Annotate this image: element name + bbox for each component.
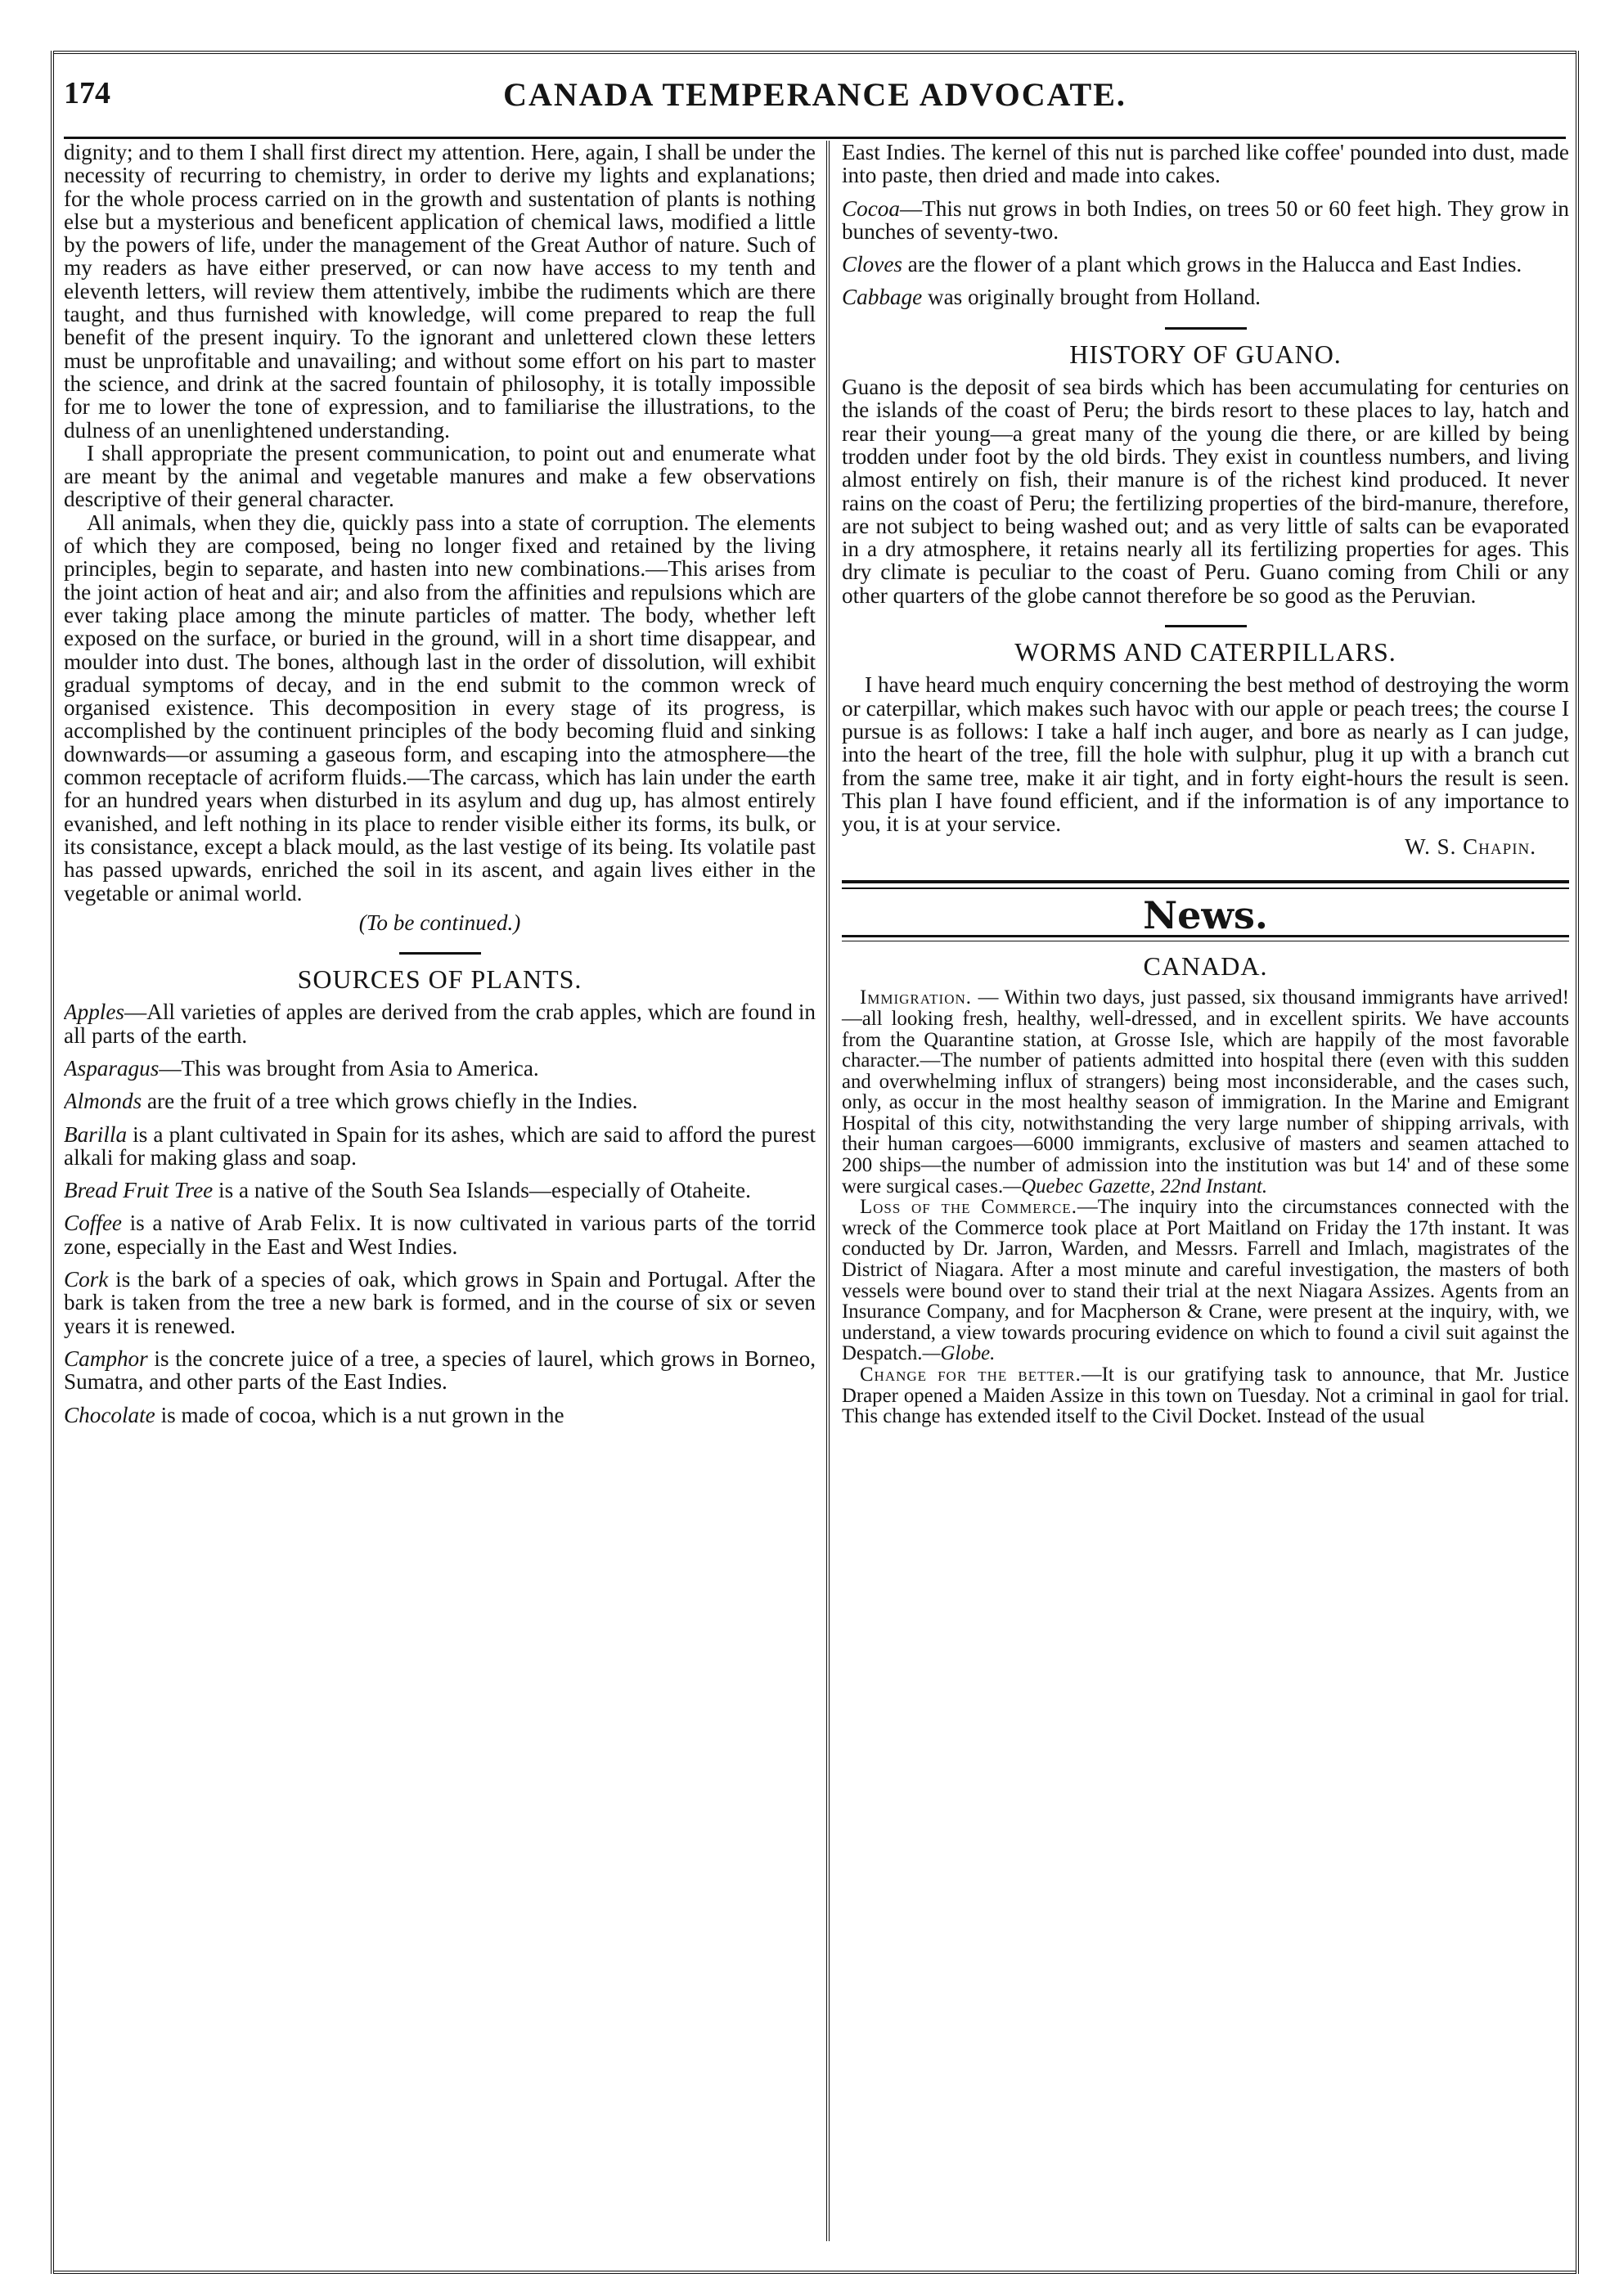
plant-name: Chocolate (64, 1402, 155, 1427)
plant-entry (842, 253, 1569, 276)
plant-list (64, 1000, 816, 1426)
plant-name: Cork (64, 1267, 109, 1292)
header-rule (64, 137, 1566, 139)
plant-name: Coffee (64, 1211, 122, 1236)
plant-description: are the flower of a plant which grows in the Halucca and East Indies. (902, 252, 1522, 277)
news-item-source: —Globe. (922, 1342, 996, 1365)
article-paragraph: All animals, when they die, quickly pass into a state of corruption. The elements of which they are composed, being no longer fixed and retained by the living principles, begin to separate, and hasten into new combinations.—This arises from the joint action of heat and air; and also from the affinities and repulsions which are ever taking place among the minute particles of matter. The body, whether left exposed on the surface, or buried in the ground, will in a short time disappear, and moulder into dust. The bones, although last in the order of dissolution, will exhibit gradual symptoms of decay, and in the end submit to the common wreck of organised existence. This decomposition in every stage of its progress, is accomplished by the continuent principles of the body becoming fluid and sinking downwards—or assuming a gaseous form, and escaping into the atmosphere—the common receptacle of acriform fluids.—The carcass, which has lain under the earth for an hundred years when disturbed in its asylum and dug up, has almost entirely evanished, and left nothing in its place to render visible either its forms, its bulk, or its consistance, except a black mould, as the last vestige of its being. Its volatile past has passed upwards, enriched the soil in its ascent, and again lives either in the vegetable or animal world. (64, 510, 816, 905)
journal-title: CANADA TEMPERANCE ADVOCATE. (503, 76, 1127, 113)
column-divider (826, 141, 830, 2241)
news-section-title: News. (1143, 892, 1268, 937)
page-number: 174 (64, 76, 110, 110)
plant-name: Cocoa (842, 195, 900, 221)
plant-name: Apples (64, 1000, 124, 1025)
plant-name: Barilla (64, 1121, 128, 1147)
plant-entry (842, 197, 1569, 244)
right-column (834, 141, 1569, 2241)
section-rule (1165, 625, 1247, 627)
news-body (842, 987, 1569, 1427)
news-item-change (842, 1364, 1569, 1427)
guano-article: Guano is the deposit of sea birds which has been accumulating for centuries on the islands of the coast of Peru; the birds resort to these places to lay, hatch and rear their young—a great many of the young die there, or are killed by being trodden under foot by the old birds. They exist in countless numbers, and living almost entirely on fish, their manure is of the richest kind produced. It never rains on the coast of Peru; the fertilizing properties of the bird-manure, therefore, are not subject to being washed out; and as very little of salts can be evaporated in a dry atmosphere, it retains nearly all its fertilizing properties for ages. This dry climate is peculiar to the coast of Peru. Guano coming from Chili or any other quarters of the globe cannot therefore be so good as the Peruvian. (842, 375, 1569, 608)
news-item-text: —The inquiry into the circumstances connected with the wreck of the Commerce took place at Port Maitland on Friday the 17th instant. It was conducted by Dr. Jarron, Warden, and Messrs. Farrell and Imlach, magistrates of the District of Niagara. After a most minute and careful investigation, the masters of both vessels were bound over to stand their trial at the next Niagara Assizes. Agents from an Insurance Company, and for Macpherson & Crane, were present at the inquiry, with, we understand, a view towards procuring evidence on which to found a civil suit against the Despatch. (842, 1196, 1569, 1365)
worms-heading: WORMS AND CATERPILLARS. (1014, 637, 1396, 667)
author-signature: W. S. Chapin. (1405, 834, 1536, 860)
news-top-rule (842, 880, 1569, 889)
sources-of-plants-heading: SOURCES OF PLANTS. (297, 964, 582, 995)
plant-description: is a plant cultivated in Spain for its ashes, which are said to afford the purest alkali for making glass and soap. (64, 1121, 816, 1170)
worms-article: I have heard much enquiry concerning the best method of destroying the worm or caterpillar, which makes such havoc with our apple or peach trees; the course I pursue is as follows: I take a half inch auger, and bore as nearly as I can judge, into the heart of the tree, fill the hole with sulphur, plug it up with a branch cut from the same tree, make it air tight, and in forty eight-hours the result is seen. This plan I have found efficient, and if the information is of any importance to you, it is at your service. (842, 672, 1569, 837)
news-item-immigration (842, 987, 1569, 1197)
plant-list-continued (842, 141, 1569, 309)
guano-heading: HISTORY OF GUANO. (1069, 339, 1342, 369)
plant-entry (842, 285, 1569, 308)
plant-entry (64, 1268, 816, 1337)
to-be-continued: (To be continued.) (358, 910, 521, 935)
article-paragraph: I shall appropriate the present communication, to point out and enumerate what are meant by the animal and vegetable manures and make a few observations descriptive of their general character. (64, 440, 816, 512)
plant-name: Cloves (842, 252, 902, 277)
plant-name: Almonds (64, 1089, 142, 1114)
bottom-border-rule (54, 2266, 1576, 2274)
plant-entry-continued: East Indies. The kernel of this nut is parched like coffee' pounded into dust, made into paste, then dried and made into cakes. (842, 141, 1569, 188)
section-rule (1165, 327, 1247, 330)
news-item-label: Immigration. (860, 986, 972, 1009)
plant-description: was originally brought from Holland. (922, 285, 1261, 310)
plant-description: is a native of the South Sea Islands—especially of Otaheite. (213, 1178, 751, 1203)
plant-name: Bread Fruit Tree (64, 1178, 214, 1203)
newspaper-page (51, 51, 1579, 2274)
section-rule (399, 952, 481, 955)
plant-entry (64, 1404, 816, 1427)
plant-description: —All varieties of apples are derived from the crab apples, which are found in all parts of the earth. (64, 1000, 816, 1048)
plant-name: Cabbage (842, 285, 923, 310)
plant-description: is a native of Arab Felix. It is now cultivated in various parts of the torrid zone, especially in the East and West Indies. (64, 1211, 816, 1259)
plant-entry (64, 1000, 816, 1047)
plant-entry (64, 1090, 816, 1112)
news-item-commerce (842, 1197, 1569, 1364)
plant-description: —This nut grows in both Indies, on trees 50 or 60 feet high. They grow in bunches of seventy-two. (842, 195, 1569, 244)
news-item-text: — Within two days, just passed, six thousand immigrants have arrived!—all looking fresh, healthy, well-dressed, and in excellent spirits. We have accounts from the Quarantine station, at Grosse Isle, which are happily of the most favorable character.—The number of patients admitted into hospital there (even with this sudden and overwhelming influx of strangers) being most inconsiderable, and the cases such, only, as occur in the most healthy season of immigration. In the Marine and Emigrant Hospital of this city, notwithstanding the very large number of shipping arrivals, with their human cargoes—6000 immigrants, exclusive of masters and seamen attached to 200 ships—the number of admission into the institution was but 14' and of these some were surgical cases. (842, 986, 1569, 1197)
left-column (64, 141, 822, 2241)
plant-description: is the concrete juice of a tree, a species of laurel, which grows in Borneo, Sumatra, and other parts of the East Indies. (64, 1346, 816, 1395)
plant-description: is the bark of a species of oak, which grows in Spain and Portugal. After the bark is taken from the tree a new bark is formed, and in the course of six or seven years it is renewed. (64, 1267, 816, 1338)
plant-entry (64, 1123, 816, 1170)
news-item-text: —It is our gratifying task to announce, that Mr. Justice Draper opened a Maiden Assize in this town on Tuesday. Not a criminal in gaol for trial. This change has extended itself to the Civil Docket. Instead of the usual (842, 1364, 1569, 1428)
plant-entry (64, 1347, 816, 1394)
plant-description: is made of cocoa, which is a nut grown in the (155, 1402, 564, 1427)
plant-description: are the fruit of a tree which grows chiefly in the Indies. (142, 1089, 638, 1114)
plant-entry (64, 1057, 816, 1080)
page-header (64, 75, 1566, 133)
plant-name: Asparagus (64, 1055, 160, 1081)
article-paragraph: dignity; and to them I shall first direct my attention. Here, again, I shall be under the necessity of recurring to chemistry, in order to derive my lights and explanations; for the whole process carried on in the growth and sustentation of plants is nothing else but a mysterious and beneficent application of chemical laws, modified a little by the powers of life, under the management of the Great Author of nature. Such of my readers as have either preserved, or can now have access to my tenth and eleventh letters, will review them attentively, imbibe the rudiments which are there taught, and thus furnished with knowledge, will come prepared to reap the full benefit of the present inquiry. To the ignorant and unlettered clown these letters must be unprofitable and unavailing; and without some effort on his part to master the science, and drink at the sacred fountain of philosophy, it is totally impossible for me to lower the tone of expression, and to familiarise the illustrations, to the dulness of an unenlightened understanding. (64, 141, 816, 443)
news-item-source: —Quebec Gazette, 22nd Instant. (1003, 1175, 1268, 1197)
news-item-label: Loss of the Commerce. (860, 1196, 1077, 1219)
plant-entry (64, 1211, 816, 1258)
news-item-label: Change for the better. (860, 1364, 1082, 1386)
canada-heading: CANADA. (1143, 951, 1268, 982)
plant-entry (64, 1179, 816, 1202)
top-border-rule (54, 51, 1576, 59)
plant-description: —This was brought from Asia to America. (159, 1055, 539, 1081)
plant-name: Camphor (64, 1346, 148, 1371)
